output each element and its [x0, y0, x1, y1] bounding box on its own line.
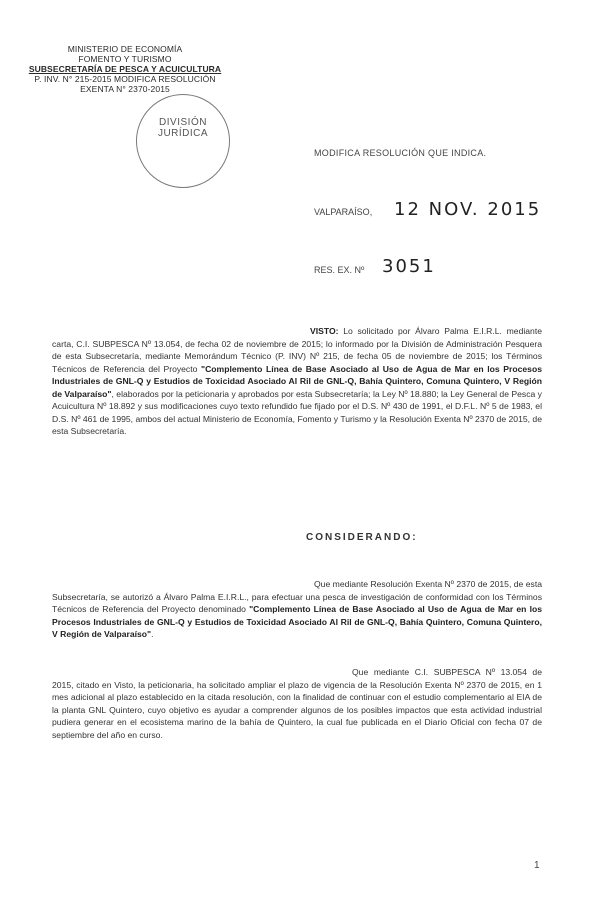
reference-line: P. INV. N° 215-2015 MODIFICA RESOLUCIÓN — [34, 74, 216, 84]
stamp-line: DIVISIÓN — [159, 117, 207, 128]
project-title: "Complemento Línea de Base Asociado al Uso de Agua de Mar en los Procesos Industriales de GNL-Q y Estudios de Toxicidad Asociado Al Ril de GNL-Q, Bahía Quintero, Comuna Quintero, V Región de Valparaíso" — [52, 604, 542, 639]
considerando-text: Que mediante C.I. SUBPESCA Nº 13.054 de 2015, citado en Visto, la peticionaria, ha solicitado ampliar el plazo de vigencia de la Resolución Exenta Nº 2370 de 2015, en 1 mes adicional al plazo establecido en la citada resolución, con la finalidad de continuar con el estudio complementario al EIA de la planta GNL Quintero, cuyo objetivo es ayudar a comprender algunos de los posibles impactos que esta actividad industrial pudiera generar en el ecosistema marino de la bahía de Quintero, la cual fue publicada en el Diario Oficial con fecha 07 de septiembre del año en curso. — [52, 667, 542, 740]
visto-label: VISTO: — [310, 326, 339, 336]
project-title: "Complemento Línea de Base Asociado al Uso de Agua de Mar en los Procesos Industriales de GNL-Q y Estudios de Toxicidad Asociado Al Ril de GNL-Q, Bahía Quintero, Comuna Quintero, V Región de Valparaíso" — [52, 363, 542, 399]
ministry-subline: FOMENTO Y TURISMO — [78, 54, 172, 64]
res-label: RES. EX. Nº — [314, 265, 365, 275]
place-label: VALPARAÍSO, — [314, 207, 373, 217]
visto-text: , elaborados por la peticionaria y aprobados por esta Subsecretaría; la Ley Nº 18.880; la Ley General de Pesca y Acuicultura Nº 18.892 y sus modificaciones cuyo texto refundido fue fijado por el D.S. Nº 430 de 1991, el D.F.L. Nº 5 de 1983, el D.S. Nº 461 de 1995, ambos del actual Ministerio de Economía, Fomento y Turismo y la Resolución Exenta Nº 2370 de 2015, de esta Subsecretaría. — [52, 388, 542, 436]
considerando-text: . — [151, 629, 154, 639]
date-stamp: 12 NOV. 2015 — [394, 199, 542, 220]
division-juridica-stamp — [136, 94, 230, 188]
considerando-paragraph — [52, 666, 542, 741]
visto-paragraph — [52, 325, 542, 438]
ministry-header — [20, 44, 230, 94]
considerando-title: CONSIDERANDO: — [306, 532, 418, 543]
subject-line: MODIFICA RESOLUCIÓN QUE INDICA. — [314, 148, 487, 158]
res-number: 3051 — [382, 256, 436, 277]
page-number: 1 — [534, 860, 540, 871]
exenta-line: EXENTA N° 2370-2015 — [80, 84, 170, 94]
subsecretaria-line: SUBSECRETARÍA DE PESCA Y ACUICULTURA — [28, 64, 222, 74]
ministry-line: MINISTERIO DE ECONOMÍA — [67, 44, 183, 54]
visto-text: Lo solicitado por Álvaro Palma E.I.R.L. mediante carta, C.I. SUBPESCA Nº 13.054, de fecha 02 de noviembre de 2015; lo informado por la División de Administración Pesquera de esta Subsecretaría, mediante Memorándum Técnico (P. INV) Nº 215, de fecha 05 de noviembre de 2015; los Términos Técnicos de Referencia del Proyecto — [52, 326, 542, 374]
stamp-line: JURÍDICA — [157, 128, 209, 139]
considerando-text: Que mediante Resolución Exenta Nº 2370 de 2015, de esta Subsecretaría, se autorizó a Álvaro Palma E.I.R.L., para efectuar una pesca de investigación de conformidad con los Términos Técnicos de Referencia del Proyecto denominado — [52, 579, 542, 614]
considerando-paragraph — [52, 578, 542, 641]
